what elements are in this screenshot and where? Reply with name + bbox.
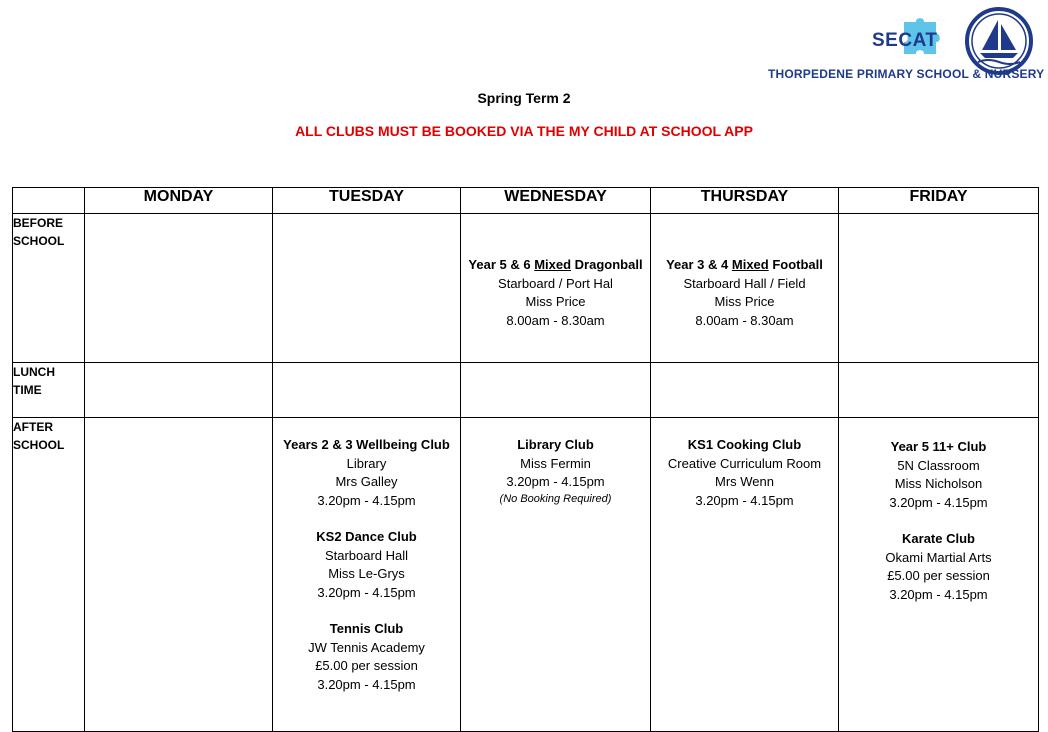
club-name: Karate Club	[902, 531, 975, 546]
club-time: 3.20pm - 4.15pm	[317, 584, 416, 600]
cell-after-tuesday	[273, 418, 461, 732]
cell-lunch-thursday	[651, 363, 839, 418]
club-time: 3.20pm - 4.15pm	[889, 494, 988, 510]
cell-before-thursday	[651, 214, 839, 363]
club-entry	[651, 256, 838, 330]
club-leader: Mrs Wenn	[715, 474, 774, 489]
club-entry	[461, 256, 650, 330]
header	[0, 0, 1048, 90]
club-leader: Miss Le-Grys	[328, 566, 405, 581]
secat-logo-text: SECAT	[872, 30, 938, 51]
sailboat-crest-icon	[964, 6, 1034, 76]
club-leader: Miss Nicholson	[894, 476, 983, 491]
club-entry	[461, 436, 650, 506]
cell-lunch-friday	[839, 363, 1039, 418]
club-venue: Starboard / Port Hal	[498, 275, 613, 291]
before-school-row	[13, 214, 1039, 363]
club-time: 3.20pm - 4.15pm	[889, 586, 988, 602]
club-venue: Starboard Hall	[324, 547, 409, 563]
cell-after-wednesday	[461, 418, 651, 732]
row-label-lunch-time	[13, 363, 85, 418]
club-entry	[839, 530, 1038, 604]
day-tuesday: TUESDAY	[273, 188, 461, 214]
day-monday: MONDAY	[85, 188, 273, 214]
club-venue: Library	[346, 455, 387, 471]
school-name: THORPEDENE PRIMARY SCHOOL & NURSERY	[768, 67, 1045, 81]
club-name: KS2 Dance Club	[316, 529, 417, 544]
club-entry	[839, 438, 1038, 512]
club-name: Tennis Club	[329, 621, 404, 636]
term-title: Spring Term 2	[477, 90, 571, 106]
club-leader: 3.20pm - 4.15pm	[506, 474, 605, 489]
club-leader: Miss Price	[525, 294, 586, 309]
club-leader: £5.00 per session	[315, 658, 418, 673]
cell-before-friday	[839, 214, 1039, 363]
label-line: BEFORE	[13, 216, 64, 230]
club-venue: Miss Fermin	[520, 455, 591, 471]
club-venue: JW Tennis Academy	[308, 639, 425, 655]
label-line: SCHOOL	[13, 438, 65, 452]
club-name: Library Club	[517, 437, 594, 452]
club-name: Year 5 11+ Club	[890, 439, 987, 454]
row-label-before-school	[13, 214, 85, 363]
club-entry	[273, 528, 460, 602]
after-school-row	[13, 418, 1039, 732]
label-line: LUNCH	[13, 365, 55, 379]
cell-after-thursday	[651, 418, 839, 732]
cell-before-tuesday	[273, 214, 461, 363]
club-leader: Mrs Galley	[335, 474, 398, 489]
club-name: Years 2 & 3 Wellbeing Club	[283, 437, 450, 452]
booking-notice: ALL CLUBS MUST BE BOOKED VIA THE MY CHILD AT SCHOOL APP	[295, 123, 753, 139]
club-entry	[273, 620, 460, 694]
club-entry	[651, 436, 838, 510]
club-time: 3.20pm - 4.15pm	[317, 676, 416, 692]
corner-cell	[13, 188, 85, 214]
club-venue: 5N Classroom	[897, 457, 980, 473]
club-name: KS1 Cooking Club	[687, 437, 802, 452]
club-time: 8.00am - 8.30am	[506, 312, 605, 328]
label-line: AFTER	[13, 420, 53, 434]
label-line: SCHOOL	[13, 234, 65, 248]
club-venue: Starboard Hall / Field	[683, 275, 806, 291]
cell-lunch-monday	[85, 363, 273, 418]
club-time: 3.20pm - 4.15pm	[695, 492, 794, 508]
cell-after-monday	[85, 418, 273, 732]
day-header-row	[13, 188, 1039, 214]
clubs-timetable	[12, 187, 1039, 732]
club-venue: Creative Curriculum Room	[667, 455, 822, 471]
label-line: TIME	[13, 383, 42, 397]
lunch-time-row	[13, 363, 1039, 418]
cell-lunch-tuesday	[273, 363, 461, 418]
club-venue: Okami Martial Arts	[885, 549, 992, 565]
day-friday: FRIDAY	[839, 188, 1039, 214]
cell-before-monday	[85, 214, 273, 363]
row-label-after-school	[13, 418, 85, 732]
club-name: Year 5 & 6 Mixed Dragonball	[468, 257, 643, 272]
club-time: 8.00am - 8.30am	[695, 312, 794, 328]
club-note: (No Booking Required)	[499, 492, 612, 505]
cell-lunch-wednesday	[461, 363, 651, 418]
club-time: 3.20pm - 4.15pm	[317, 492, 416, 508]
cell-before-wednesday	[461, 214, 651, 363]
club-entry	[273, 436, 460, 510]
cell-after-friday	[839, 418, 1039, 732]
club-name: Year 3 & 4 Mixed Football	[666, 257, 823, 272]
day-thursday: THURSDAY	[651, 188, 839, 214]
club-leader: Miss Price	[714, 294, 775, 309]
club-leader: £5.00 per session	[887, 568, 990, 583]
day-wednesday: WEDNESDAY	[461, 188, 651, 214]
